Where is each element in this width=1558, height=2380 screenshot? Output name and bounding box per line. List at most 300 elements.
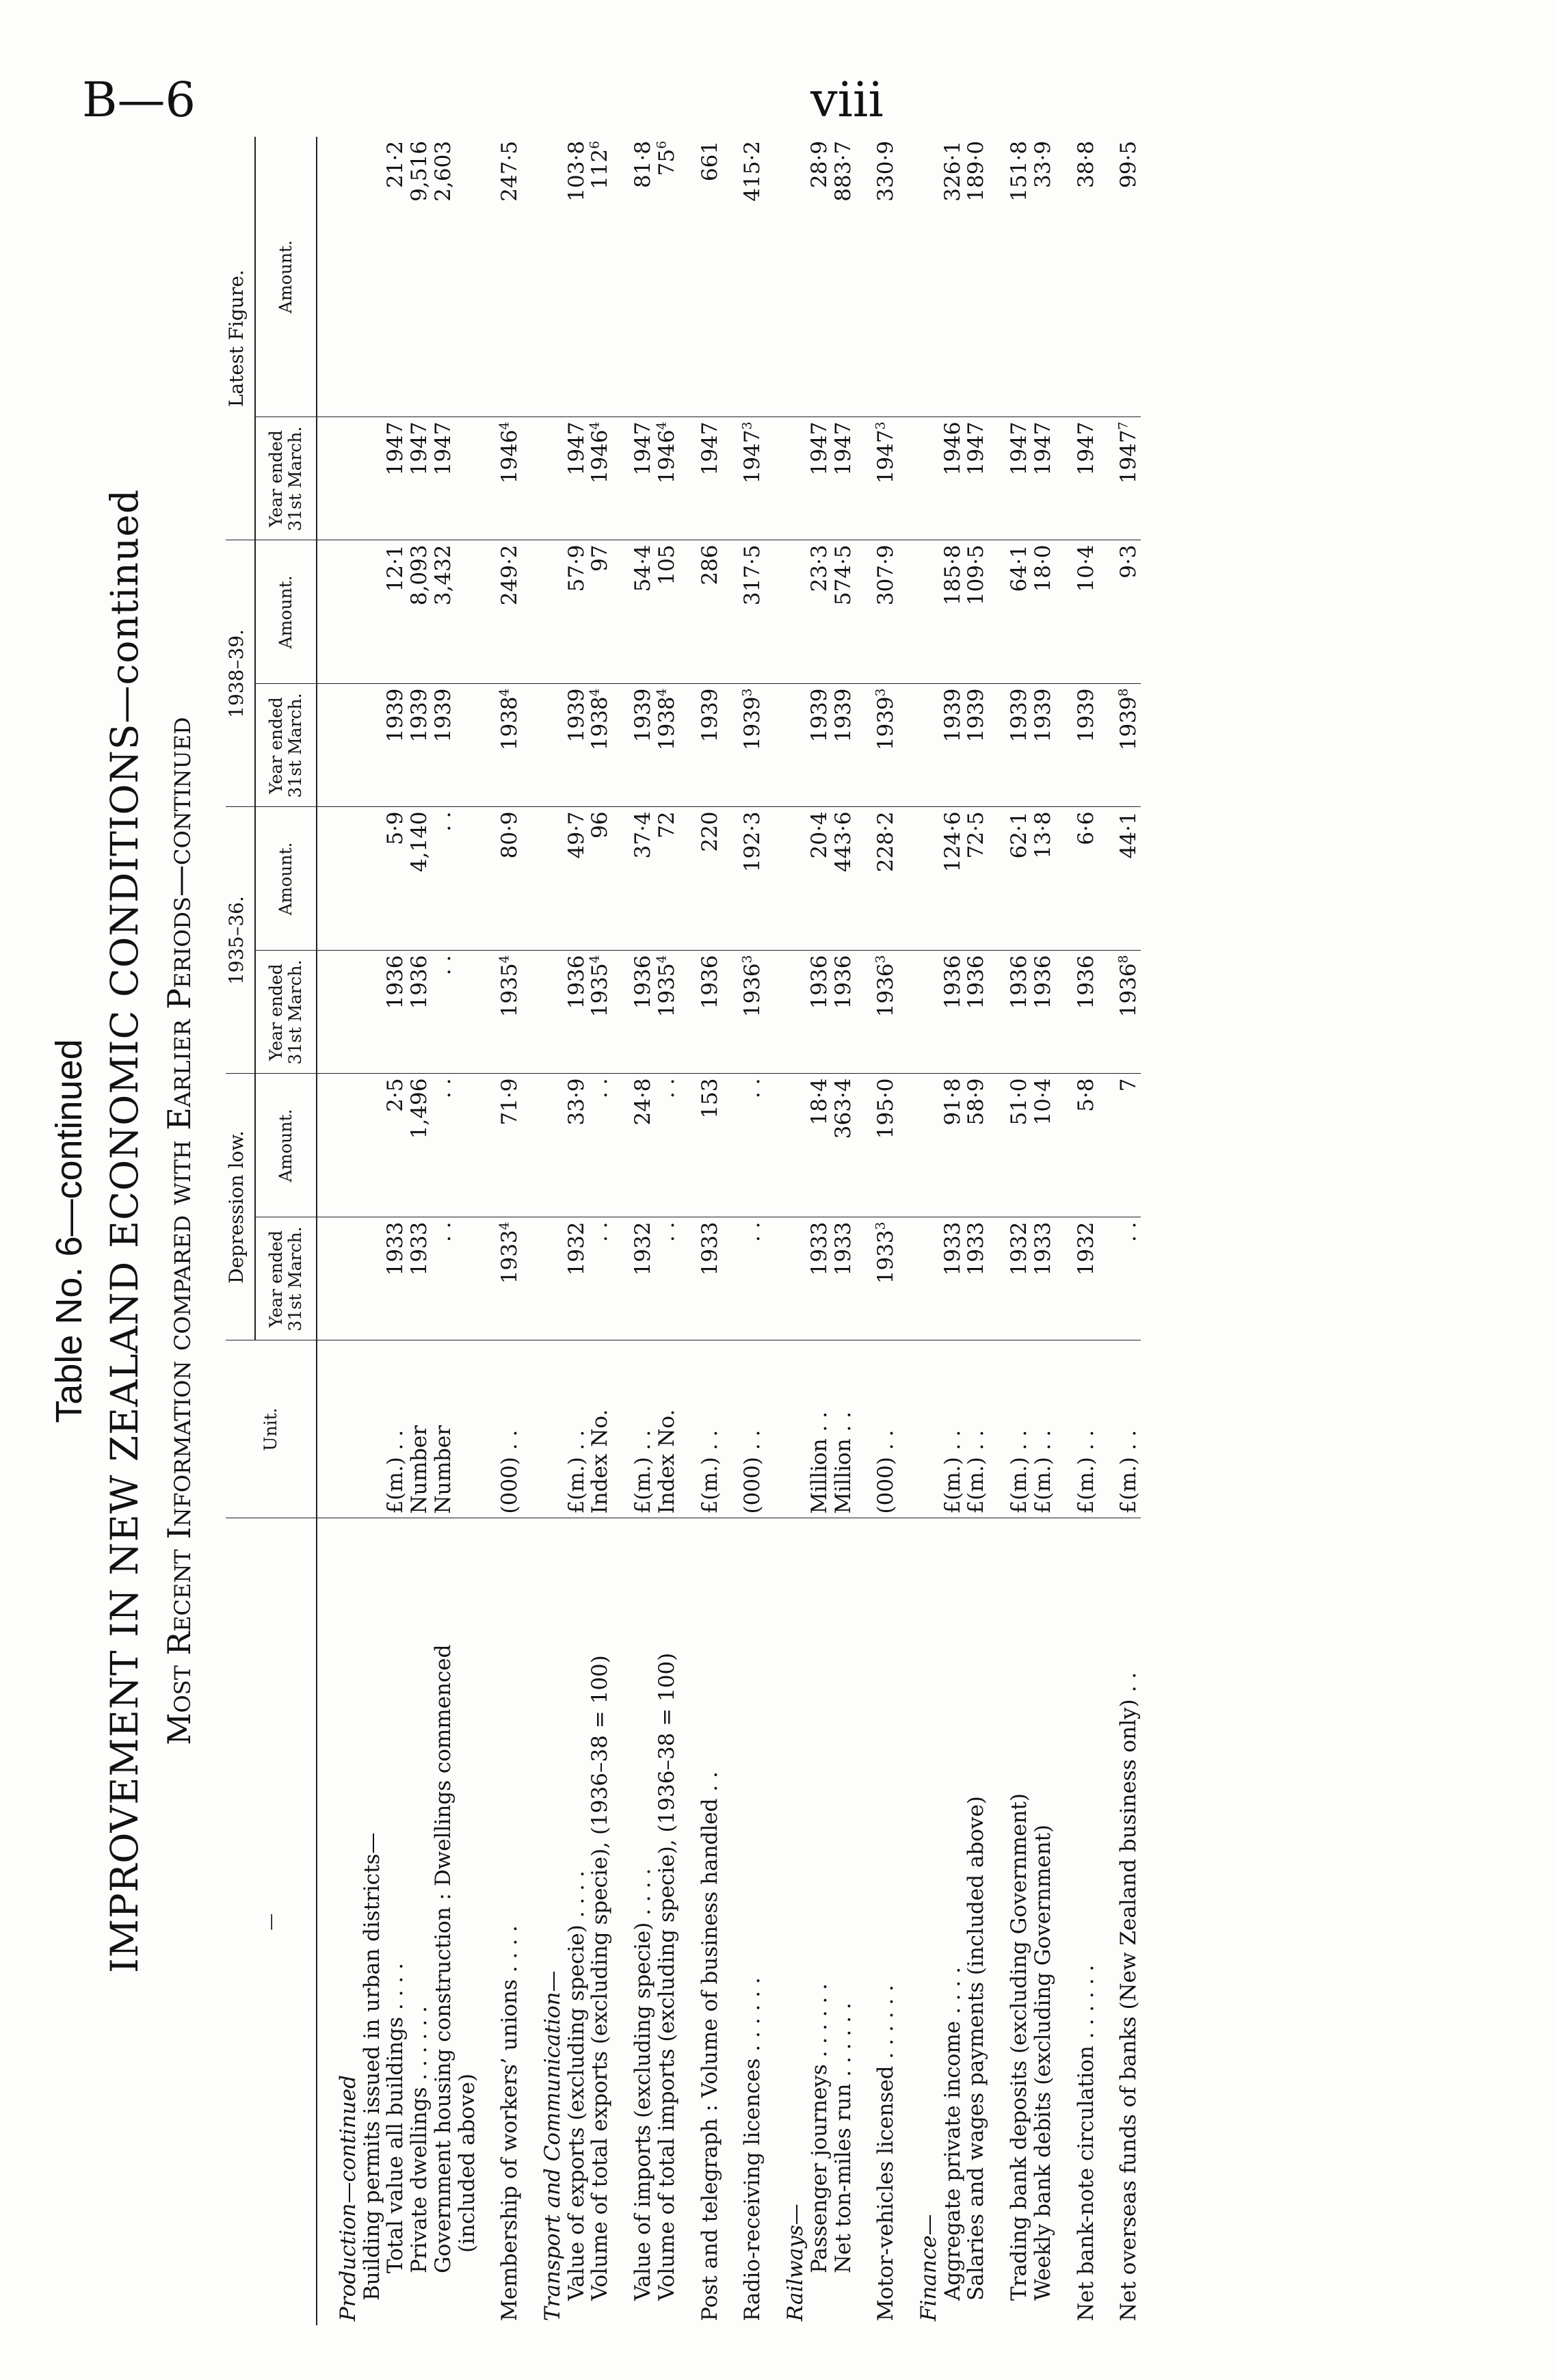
cell-year xyxy=(1098,417,1141,540)
amount-value: 189·0 xyxy=(964,140,989,202)
cell-amount xyxy=(588,807,612,951)
section-row xyxy=(317,137,360,2325)
cell-year xyxy=(808,417,832,540)
cell-amount xyxy=(455,1074,479,1217)
row-unit xyxy=(455,1340,479,1518)
year-value: 1933 xyxy=(697,1221,722,1276)
header-description: — xyxy=(226,1518,317,2325)
amount-value: 220 xyxy=(697,811,722,852)
cell-amount xyxy=(988,1074,1031,1217)
table-row xyxy=(408,137,432,2325)
cell-year xyxy=(432,684,455,807)
row-unit: £(m.) . . xyxy=(679,1340,722,1518)
amount-value: 307·9 xyxy=(873,544,899,606)
amount-value: 7 xyxy=(1116,1078,1141,1092)
cell-year xyxy=(360,951,384,1074)
cell-amount xyxy=(855,540,898,684)
amount-value: . . xyxy=(740,1078,765,1099)
year-value: 1933 xyxy=(806,1221,832,1276)
row-label-text: Government housing construction : Dwellings commenced xyxy=(430,1644,455,2273)
table-body xyxy=(317,137,1141,2325)
cell-amount xyxy=(588,1074,612,1217)
amount-value: 72 xyxy=(654,811,679,838)
amount-value: 21·2 xyxy=(383,140,408,188)
row-unit: £(m.) . . xyxy=(988,1340,1031,1518)
cell-year xyxy=(479,951,522,1074)
year-value: 1939 xyxy=(740,696,765,751)
table-row xyxy=(832,137,856,2325)
cell-year xyxy=(988,684,1031,807)
row-unit: (000) . . xyxy=(479,1340,522,1518)
cell-amount xyxy=(808,540,832,684)
footnote-marker: 4 xyxy=(588,955,603,964)
row-label xyxy=(1031,1518,1055,2325)
cell-amount xyxy=(988,540,1031,684)
cell-year xyxy=(565,684,589,807)
amount-value: 18·4 xyxy=(806,1078,832,1126)
section-row xyxy=(765,137,808,2325)
cell-year xyxy=(455,1217,479,1340)
cell-year xyxy=(612,684,655,807)
year-value: 1939 xyxy=(430,688,455,743)
row-label-text: Membership of workers’ unions . . . . xyxy=(497,1925,523,2321)
cell-amount xyxy=(832,137,856,417)
cell-amount xyxy=(655,540,679,684)
row-label xyxy=(808,1518,832,2325)
cell-year xyxy=(384,684,408,807)
year-value: 1939 xyxy=(873,696,899,751)
year-value: 1947 xyxy=(383,421,408,476)
cell-amount xyxy=(941,540,965,684)
cell-amount xyxy=(1031,540,1055,684)
amount-value: 326·1 xyxy=(940,140,965,202)
amount-value: 195·0 xyxy=(873,1078,899,1139)
footnote-marker: 3 xyxy=(873,421,888,430)
amount-value: 72·5 xyxy=(964,811,989,859)
cell-amount xyxy=(988,807,1031,951)
amount-value: 5·9 xyxy=(383,811,408,845)
row-unit: £(m.) . . xyxy=(941,1340,965,1518)
year-value: 1932 xyxy=(1073,1221,1098,1276)
footnote-marker: 4 xyxy=(655,955,670,964)
amount-value: 883·7 xyxy=(830,140,856,202)
amount-value: 247·5 xyxy=(497,140,523,202)
year-value: 1936 xyxy=(740,963,765,1018)
amount-value: 8,093 xyxy=(407,544,432,606)
amount-value: 28·9 xyxy=(806,140,832,188)
row-label xyxy=(612,1518,655,2325)
row-label-text: Value of exports (excluding specie) . . . . xyxy=(564,1870,589,2301)
cell-year xyxy=(964,684,988,807)
row-unit: Number xyxy=(408,1340,432,1518)
table-row xyxy=(384,137,408,2325)
amount-value: 9,516 xyxy=(407,140,432,202)
table-row xyxy=(988,137,1031,2325)
year-value: . . xyxy=(430,1221,455,1243)
year-value: . . xyxy=(587,1221,613,1243)
cell-amount xyxy=(1031,1074,1055,1217)
cell-year xyxy=(855,417,898,540)
cell-amount xyxy=(941,807,965,951)
year-value: 1933 xyxy=(830,1221,856,1276)
section-heading: Finance— xyxy=(916,2214,941,2321)
amount-value: 2·5 xyxy=(383,1078,408,1112)
footnote-marker: 6 xyxy=(588,140,603,149)
year-value: 1946 xyxy=(654,429,679,484)
cell-year xyxy=(432,417,455,540)
cell-year xyxy=(432,951,455,1074)
cell-amount xyxy=(479,807,522,951)
amount-value: 317·5 xyxy=(740,544,765,606)
amount-value: 51·0 xyxy=(1007,1078,1032,1126)
year-value: 1947 xyxy=(1007,421,1032,476)
cell-year xyxy=(655,684,679,807)
cell-year xyxy=(964,1217,988,1340)
row-unit: £(m.) . . xyxy=(612,1340,655,1518)
cell-year xyxy=(455,684,479,807)
cell-year xyxy=(1098,684,1141,807)
cell-amount xyxy=(1031,807,1055,951)
header-year: Year ended 31st March. xyxy=(255,684,317,807)
amount-value: 57·9 xyxy=(564,544,589,592)
year-value: 1947 xyxy=(830,421,856,476)
cell-amount xyxy=(612,807,655,951)
cell-year xyxy=(1031,417,1055,540)
cell-year xyxy=(722,951,765,1074)
year-value: 1933 xyxy=(407,1221,432,1276)
cell-year xyxy=(855,684,898,807)
year-value: 1936 xyxy=(964,955,989,1009)
amount-value: 71·9 xyxy=(497,1078,523,1126)
cell-year xyxy=(655,417,679,540)
row-label-text: Salaries and wages payments (included above) xyxy=(964,1796,989,2301)
table-row xyxy=(722,137,765,2325)
amount-value: 12·1 xyxy=(383,544,408,592)
table-row xyxy=(588,137,612,2325)
cell-amount xyxy=(941,137,965,417)
year-value: 1936 xyxy=(1030,955,1055,1009)
cell-amount xyxy=(384,807,408,951)
year-value: 1947 xyxy=(1030,421,1055,476)
year-value: . . xyxy=(740,1221,765,1243)
cell-amount xyxy=(1098,540,1141,684)
cell-amount xyxy=(855,1074,898,1217)
cell-amount xyxy=(588,137,612,417)
table-row xyxy=(808,137,832,2325)
amount-value: 81·8 xyxy=(631,140,656,188)
cell-amount xyxy=(1098,137,1141,417)
main-title: IMPROVEMENT IN NEW ZEALAND ECONOMIC CONDITIONS—continued xyxy=(103,488,146,1974)
row-label xyxy=(408,1518,432,2325)
footnote-marker: 3 xyxy=(741,421,756,430)
cell-year xyxy=(588,1217,612,1340)
cell-amount xyxy=(855,807,898,951)
row-label xyxy=(565,1518,589,2325)
header-amount: Amount. xyxy=(255,807,317,951)
year-value: 1939 xyxy=(1007,688,1032,743)
footnote-marker: 6 xyxy=(655,140,670,149)
year-value: 1939 xyxy=(806,688,832,743)
cell-amount xyxy=(384,1074,408,1217)
year-value: 1947 xyxy=(1073,421,1098,476)
row-label-text: Private dwellings . . . . . . xyxy=(407,2006,432,2273)
year-value: 1936 xyxy=(407,955,432,1009)
amount-value: 103·8 xyxy=(564,140,589,202)
cell-amount xyxy=(1055,1074,1098,1217)
year-value: 1938 xyxy=(497,696,523,751)
cell-amount xyxy=(1055,540,1098,684)
row-label xyxy=(855,1518,898,2325)
cell-amount xyxy=(808,1074,832,1217)
cell-year xyxy=(588,684,612,807)
cell-amount xyxy=(612,137,655,417)
amount-value: 286 xyxy=(697,544,722,585)
amount-value: 58·9 xyxy=(964,1078,989,1126)
section-row xyxy=(898,137,941,2325)
header-period-latest: Latest Figure. xyxy=(226,137,255,540)
amount-value: . . xyxy=(587,1078,613,1099)
row-label xyxy=(479,1518,522,2325)
amount-value: 64·1 xyxy=(1007,544,1032,592)
amount-value: 62·1 xyxy=(1007,811,1032,859)
cell-amount xyxy=(408,137,432,417)
year-value: 1933 xyxy=(873,1230,899,1284)
cell-year xyxy=(655,1217,679,1340)
header-unit: Unit. xyxy=(226,1340,317,1518)
cell-year xyxy=(722,684,765,807)
year-value: 1936 xyxy=(830,955,856,1009)
cell-amount xyxy=(808,137,832,417)
cell-year xyxy=(1031,1217,1055,1340)
cell-amount xyxy=(384,137,408,417)
year-value: 1936 xyxy=(1007,955,1032,1009)
year-value: 1936 xyxy=(1116,963,1141,1018)
cell-year xyxy=(855,951,898,1074)
row-label-text: Weekly bank debits (excluding Government) xyxy=(1030,1824,1055,2301)
table-row xyxy=(432,137,455,2325)
table-row xyxy=(1031,137,1055,2325)
year-value: . . xyxy=(654,1221,679,1243)
cell-amount xyxy=(655,137,679,417)
cell-amount xyxy=(565,137,589,417)
amount-value: 97 xyxy=(587,544,613,572)
cell-amount xyxy=(408,807,432,951)
cell-year xyxy=(360,684,384,807)
year-value: 1947 xyxy=(631,421,656,476)
cell-year xyxy=(679,1217,722,1340)
cell-amount xyxy=(360,1074,384,1217)
cell-year xyxy=(808,684,832,807)
year-value: 1936 xyxy=(383,955,408,1009)
cell-year xyxy=(1055,417,1098,540)
table-row xyxy=(455,137,479,2325)
cell-year xyxy=(612,951,655,1074)
amount-value: 330·9 xyxy=(873,140,899,202)
cell-year xyxy=(384,417,408,540)
cell-amount xyxy=(722,1074,765,1217)
row-label xyxy=(964,1518,988,2325)
amount-value: 185·8 xyxy=(940,544,965,606)
header-period-depression: Depression low. xyxy=(226,1074,255,1340)
rotated-table-page xyxy=(48,137,1450,2325)
row-label xyxy=(384,1518,408,2325)
year-value: 1939 xyxy=(383,688,408,743)
cell-amount xyxy=(432,1074,455,1217)
row-label xyxy=(988,1518,1031,2325)
cell-year xyxy=(1031,951,1055,1074)
row-label-text: Motor-vehicles licensed . . . . . . xyxy=(873,1985,899,2321)
cell-year xyxy=(408,951,432,1074)
cell-amount xyxy=(1098,807,1141,951)
header-period-1935-36: 1935–36. xyxy=(226,807,255,1074)
amount-value: 151·8 xyxy=(1007,140,1032,202)
year-value: 1936 xyxy=(564,955,589,1009)
amount-value: 33·9 xyxy=(564,1078,589,1126)
cell-amount xyxy=(360,540,384,684)
amount-value: 443·6 xyxy=(830,811,856,873)
row-label-text: Building permits issued in urban districts— xyxy=(359,1832,384,2301)
cell-year xyxy=(655,951,679,1074)
amount-value: . . xyxy=(654,1078,679,1099)
year-value: 1947 xyxy=(430,421,455,476)
cell-amount xyxy=(832,1074,856,1217)
year-value: 1939 xyxy=(1073,688,1098,743)
cell-amount xyxy=(679,1074,722,1217)
amount-value: 249·2 xyxy=(497,544,523,606)
cell-year xyxy=(941,1217,965,1340)
table-row xyxy=(612,137,655,2325)
year-value: 1939 xyxy=(407,688,432,743)
row-unit: £(m.) . . xyxy=(565,1340,589,1518)
year-value: 1947 xyxy=(964,421,989,476)
cell-amount xyxy=(360,137,384,417)
table-row xyxy=(964,137,988,2325)
amount-value: 80·9 xyxy=(497,811,523,859)
amount-value: 105 xyxy=(654,544,679,585)
cell-year xyxy=(1098,951,1141,1074)
year-value: . . xyxy=(430,955,455,976)
amount-value: . . xyxy=(430,1078,455,1099)
row-unit xyxy=(360,1340,384,1518)
cell-year xyxy=(1055,951,1098,1074)
year-value: 1932 xyxy=(631,1221,656,1276)
cell-amount xyxy=(612,540,655,684)
amount-value: 24·8 xyxy=(631,1078,656,1126)
row-unit: Million . . xyxy=(832,1340,856,1518)
row-label-text: Passenger journeys . . . . . . xyxy=(806,1983,832,2273)
row-label-text: Total value all buildings . . . . xyxy=(383,1963,408,2273)
table-row xyxy=(360,137,384,2325)
year-value: 1932 xyxy=(1007,1221,1032,1276)
amount-value: 54·4 xyxy=(631,544,656,592)
amount-value: 574·5 xyxy=(830,544,856,606)
year-value: 1946 xyxy=(587,429,613,484)
footnote-marker: 4 xyxy=(497,955,512,964)
year-value: 1939 xyxy=(940,688,965,743)
year-value: 1947 xyxy=(873,429,899,484)
year-value: 1947 xyxy=(806,421,832,476)
cell-year xyxy=(679,951,722,1074)
year-value: 1935 xyxy=(654,963,679,1018)
year-value: 1947 xyxy=(697,421,722,476)
subtitle: Most Recent Information compared with Earlier Periods—continued xyxy=(161,717,198,1745)
header-year: Year ended 31st March. xyxy=(255,1217,317,1340)
amount-value: 109·5 xyxy=(964,544,989,606)
cell-amount xyxy=(455,807,479,951)
footnote-marker: 3 xyxy=(873,1221,888,1230)
cell-amount xyxy=(832,540,856,684)
row-unit: £(m.) . . xyxy=(1098,1340,1141,1518)
cell-year xyxy=(612,1217,655,1340)
footnote-marker: 3 xyxy=(873,688,888,697)
cell-year xyxy=(384,951,408,1074)
cell-year xyxy=(1055,1217,1098,1340)
cell-year xyxy=(679,417,722,540)
cell-year xyxy=(565,1217,589,1340)
year-value: 1947 xyxy=(740,429,765,484)
header-amount: Amount. xyxy=(255,540,317,684)
footnote-marker: 3 xyxy=(741,955,756,964)
amount-value: 415·2 xyxy=(740,140,765,202)
row-unit: £(m.) . . xyxy=(1031,1340,1055,1518)
amount-value: 1,496 xyxy=(407,1078,432,1139)
amount-value: 20·4 xyxy=(806,811,832,859)
row-label-text: Trading bank deposits (excluding Government) xyxy=(1007,1793,1032,2301)
year-value: 1938 xyxy=(654,696,679,751)
amount-value: 6·6 xyxy=(1073,811,1098,845)
amount-value: 228·2 xyxy=(873,811,899,873)
year-value: 1933 xyxy=(964,1221,989,1276)
economic-conditions-table xyxy=(226,137,1141,2325)
cell-amount xyxy=(565,1074,589,1217)
cell-year xyxy=(408,1217,432,1340)
year-value: 1939 xyxy=(830,688,856,743)
row-unit: (000) . . xyxy=(722,1340,765,1518)
cell-year xyxy=(612,417,655,540)
amount-value: 96 xyxy=(587,811,613,838)
cell-year xyxy=(479,1217,522,1340)
row-label-text: Value of imports (excluding specie) . . . . xyxy=(631,1868,656,2301)
amount-value: 75 xyxy=(654,148,679,176)
footnote-marker: 7 xyxy=(1116,421,1131,430)
row-label-text: Volume of total exports (excluding specie), (1936–38 = 100) xyxy=(587,1655,613,2301)
row-label xyxy=(679,1518,722,2325)
row-label xyxy=(722,1518,765,2325)
cell-amount xyxy=(432,137,455,417)
amount-value: 3,432 xyxy=(430,544,455,606)
row-label-text: Net bank-note circulation . . . . . . xyxy=(1073,1964,1098,2321)
cell-amount xyxy=(655,807,679,951)
amount-value: 5·8 xyxy=(1073,1078,1098,1112)
year-value: 1936 xyxy=(806,955,832,1009)
cell-year xyxy=(832,417,856,540)
cell-amount xyxy=(722,540,765,684)
year-value: 1947 xyxy=(407,421,432,476)
table-row xyxy=(565,137,589,2325)
amount-value: 37·4 xyxy=(631,811,656,859)
year-value: 1946 xyxy=(497,429,523,484)
cell-year xyxy=(722,417,765,540)
row-label xyxy=(432,1518,455,2325)
cell-amount xyxy=(384,540,408,684)
amount-value: 661 xyxy=(697,140,722,182)
section-row xyxy=(522,137,565,2325)
footnote-marker: 4 xyxy=(588,688,603,697)
row-unit: Million . . xyxy=(808,1340,832,1518)
cell-year xyxy=(1098,1217,1141,1340)
header-amount: Amount. xyxy=(255,1074,317,1217)
cell-amount xyxy=(964,1074,988,1217)
